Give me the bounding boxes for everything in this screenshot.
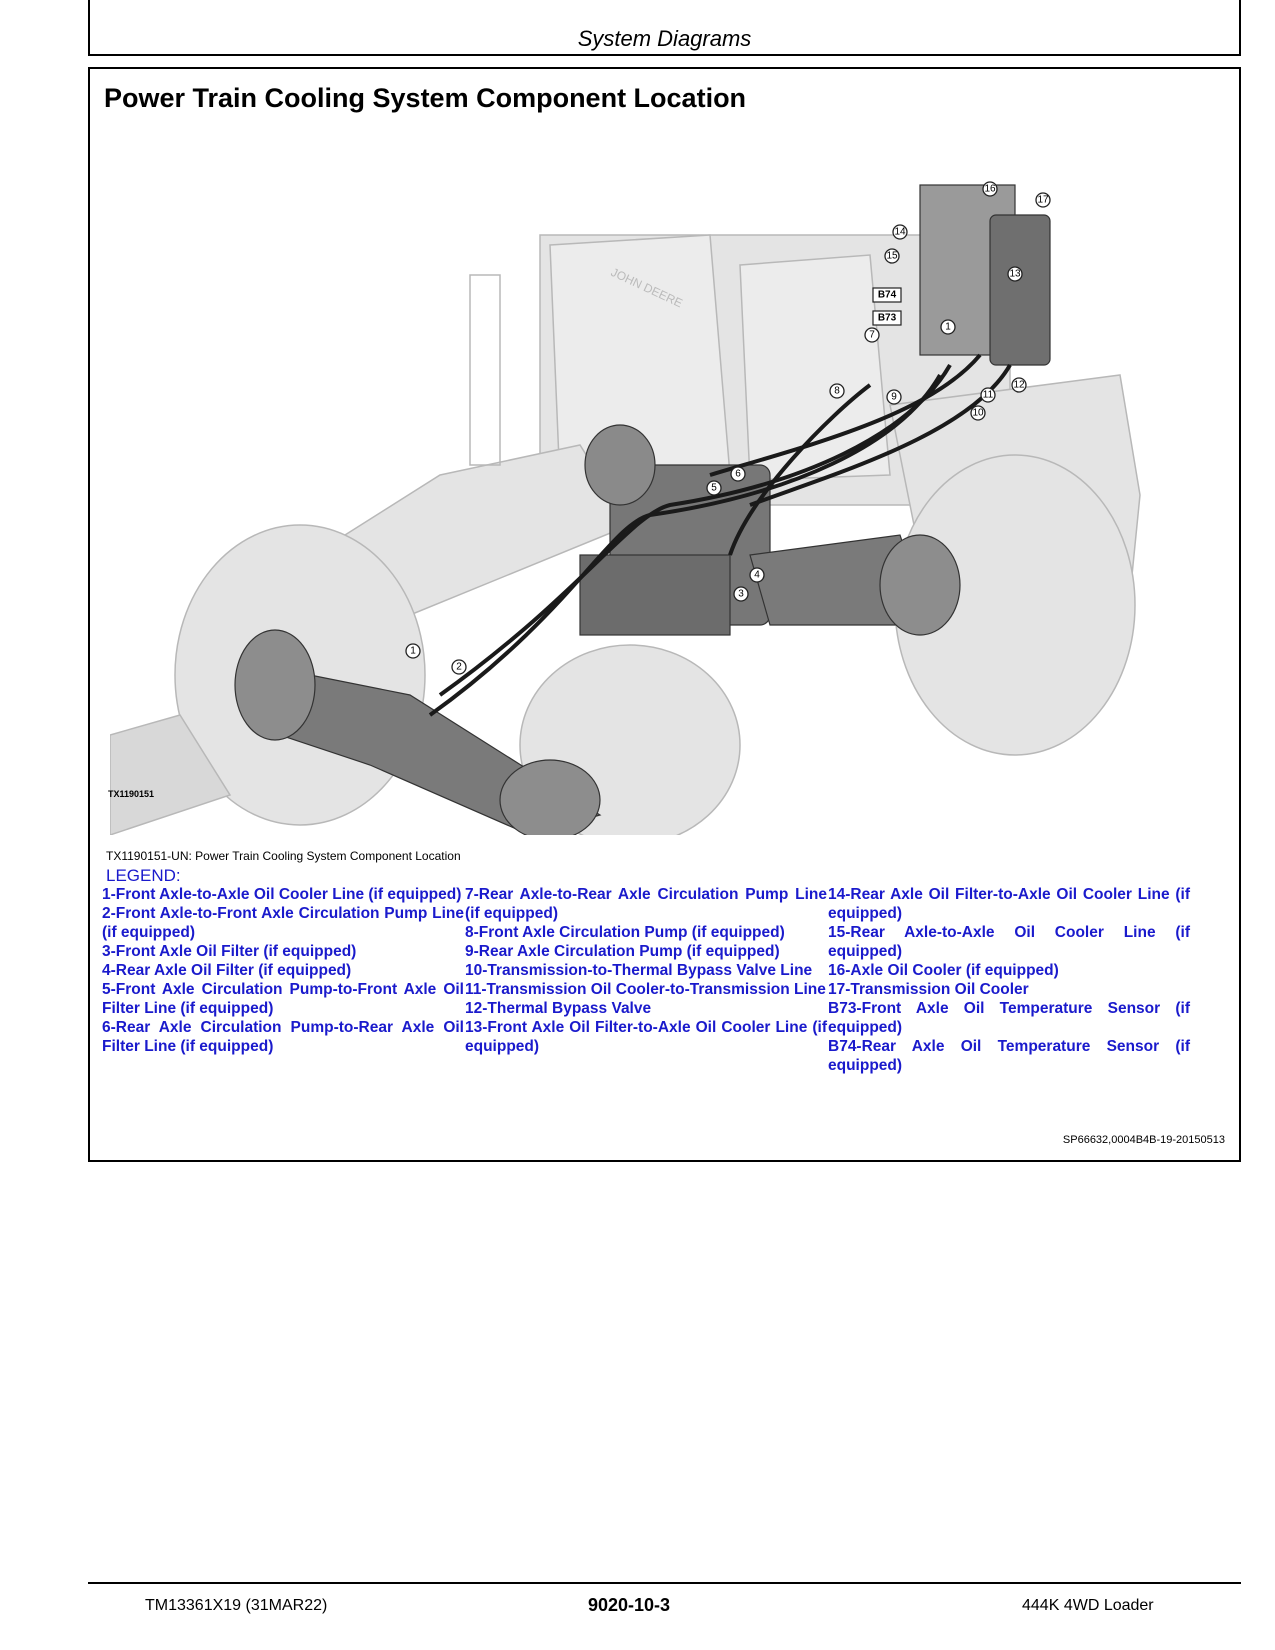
legend-item: B73-Front Axle Oil Temperature Sensor (if equipped) [828, 1000, 1190, 1036]
legend-item: 17-Transmission Oil Cooler [828, 981, 1029, 998]
callout-2 [452, 660, 466, 674]
section-title: Power Train Cooling System Component Location [104, 83, 747, 113]
callout-8 [830, 384, 844, 398]
callout-label: 5 [711, 482, 717, 494]
callout-label: 7 [869, 329, 875, 341]
legend-column-2 [465, 885, 827, 1056]
legend-column-1 [102, 885, 464, 1056]
legend-item: 13-Front Axle Oil Filter-to-Axle Oil Cooler Line (if equipped) [465, 1019, 827, 1055]
callout-10 [971, 406, 985, 420]
legend-item: 10-Transmission-to-Thermal Bypass Valve Line [465, 962, 813, 979]
callout-label: 4 [754, 569, 760, 581]
header-title: System Diagrams [577, 26, 752, 51]
legend-item: 3-Front Axle Oil Filter (if equipped) [102, 943, 357, 960]
callout-label: 12 [1013, 379, 1025, 391]
callout-label: 13 [1009, 268, 1021, 280]
callout-label: 1 [945, 321, 951, 333]
legend-item: 15-Rear Axle-to-Axle Oil Cooler Line (if equipped) [828, 924, 1190, 960]
legend-item: 4-Rear Axle Oil Filter (if equipped) [102, 962, 352, 979]
footer-model: 444K 4WD Loader [1022, 1597, 1154, 1614]
callout-label: 3 [738, 588, 744, 600]
legend-item: 9-Rear Axle Circulation Pump (if equipped) [465, 943, 780, 960]
footer-rule [88, 1582, 1241, 1584]
legend-item: 12-Thermal Bypass Valve [465, 1000, 652, 1017]
svg-text:JOHN DEERE: JOHN DEERE [608, 265, 685, 311]
callout-label: 1 [410, 645, 416, 657]
callout-label: 14 [894, 226, 906, 238]
callout-label: 6 [735, 468, 741, 480]
tag-label: B73 [877, 312, 897, 324]
callout-label: 11 [982, 389, 994, 401]
callout-label: 8 [834, 385, 840, 397]
legend-item: 5-Front Axle Circulation Pump-to-Front Axle Oil Filter Line (if equipped) [102, 981, 464, 1017]
callout-13 [1008, 267, 1022, 281]
legend-item: 6-Rear Axle Circulation Pump-to-Rear Axle Oil Filter Line (if equipped) [102, 1019, 464, 1055]
footer-page-number: 9020-10-3 [588, 1595, 671, 1615]
legend-column-3 [828, 885, 1190, 1075]
callout-6 [731, 467, 745, 481]
callout-label: 15 [886, 250, 898, 262]
callout-7 [865, 328, 879, 342]
callout-11 [981, 388, 995, 402]
callout-15 [885, 249, 899, 263]
tag-b74 [873, 288, 901, 302]
callout-label: 9 [891, 391, 897, 403]
callout-3 [734, 587, 748, 601]
callout-14 [893, 225, 907, 239]
reference-code: SP66632,0004B4B-19-20150513 [1062, 1134, 1225, 1146]
loader-illustration [110, 175, 1148, 835]
figure-code: TX1190151 [108, 789, 155, 799]
content-box [88, 67, 1241, 1162]
callout-label: 17 [1037, 194, 1049, 206]
footer-document-id: TM13361X19 (31MAR22) [145, 1597, 328, 1614]
callout-9 [887, 390, 901, 404]
callout-5 [707, 481, 721, 495]
callout-1-lower [406, 644, 420, 658]
callout-1-upper [941, 320, 955, 334]
legend-item: 16-Axle Oil Cooler (if equipped) [828, 962, 1059, 979]
legend-item: B74-Rear Axle Oil Temperature Sensor (if equipped) [828, 1038, 1190, 1074]
legend-item: 2-Front Axle-to-Front Axle Circulation Pump Line (if equipped) [102, 905, 464, 941]
tag-label: B74 [877, 289, 897, 301]
legend-title: LEGEND: [106, 866, 181, 885]
tag-b73 [873, 311, 901, 325]
legend-item: 1-Front Axle-to-Axle Oil Cooler Line (if equipped) [102, 886, 462, 903]
legend-item: 7-Rear Axle-to-Rear Axle Circulation Pump Line (if equipped) [465, 886, 827, 922]
legend-item: 14-Rear Axle Oil Filter-to-Axle Oil Cooler Line (if equipped) [828, 886, 1190, 922]
legend-item: 8-Front Axle Circulation Pump (if equipped) [465, 924, 785, 941]
callout-16 [983, 182, 997, 196]
callout-17 [1036, 193, 1050, 207]
callout-label: 10 [972, 407, 984, 419]
callout-12 [1012, 378, 1026, 392]
callout-4 [750, 568, 764, 582]
legend-item: 11-Transmission Oil Cooler-to-Transmission Line [465, 981, 826, 998]
page-header [88, 0, 1241, 56]
callout-label: 16 [984, 183, 996, 195]
figure-caption: TX1190151-UN: Power Train Cooling System Component Location [106, 849, 461, 863]
callout-label: 2 [456, 661, 462, 673]
